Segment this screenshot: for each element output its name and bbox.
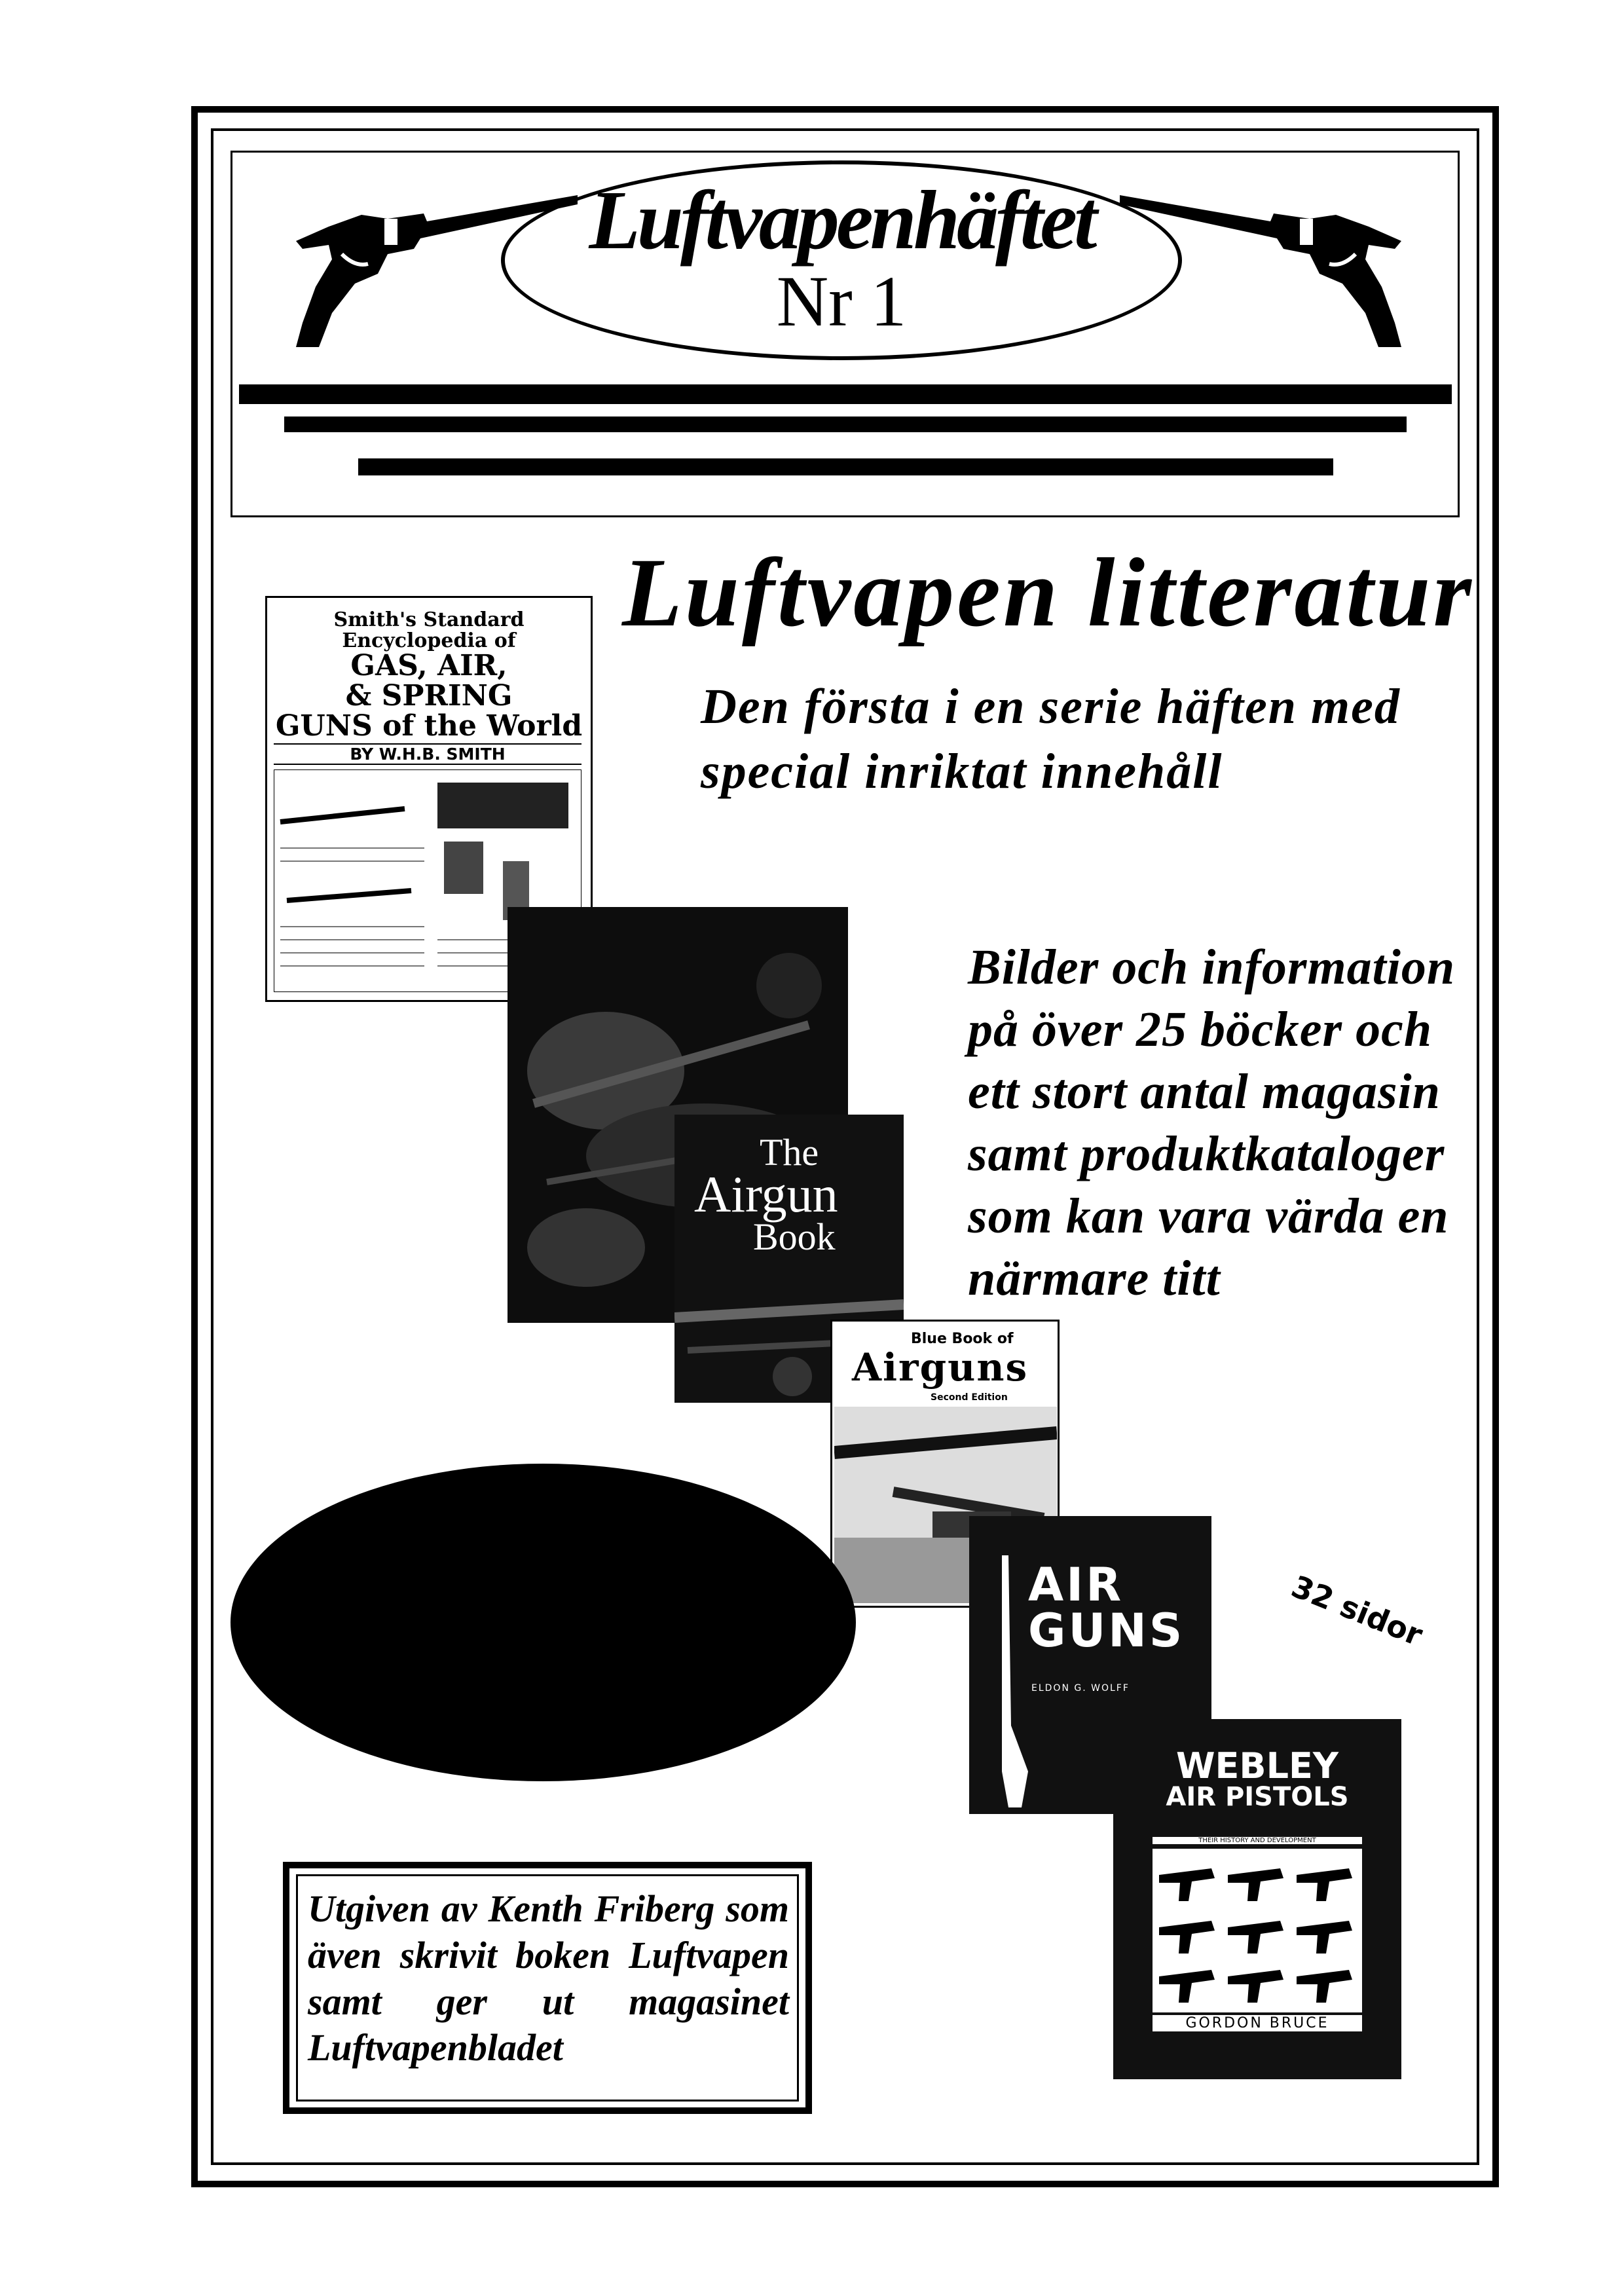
book-cover-kicker: Blue Book of <box>911 1331 1014 1347</box>
issue-number: Nr 1 <box>776 261 907 341</box>
cover-line: Encyclopedia of <box>342 629 516 652</box>
masthead-rule-3 <box>358 458 1333 475</box>
book-cover-edition: Second Edition <box>931 1392 1008 1403</box>
cover-line: Book <box>753 1215 836 1259</box>
book-cover-title <box>1028 1558 1185 1657</box>
publisher-text: Utgiven av Kenth Friberg som även skrivit boken Luftvapen samt ger ut magasinet Luftvapenbladet <box>308 1887 789 2069</box>
pistol-grid-illustration <box>1153 1849 1362 2012</box>
info-text: Bilder och information på över 25 böcker och ett stort antal magasin samt produktkataloger som kan vara värda en närmare titt <box>968 940 1456 1306</box>
black-oval-graphic <box>231 1464 856 1781</box>
book-cover-title <box>694 1131 891 1259</box>
intro-text: Den första i en serie häften med special inriktat innehåll <box>701 679 1401 799</box>
cover-line: Smith's Standard <box>333 608 525 631</box>
cover-line: Airgun <box>694 1166 838 1223</box>
masthead-rule-2 <box>284 417 1407 432</box>
pistol-grid-panel <box>1153 1849 1362 2012</box>
cover-line: AIR <box>1028 1558 1124 1612</box>
rifle-illustration <box>982 1555 1041 1811</box>
book-cover-author: GORDON BRUCE <box>1153 2015 1362 2031</box>
cover-line: AIR PISTOLS <box>1166 1782 1349 1812</box>
page-count-label: 32 sidor <box>1286 1568 1428 1653</box>
main-heading: Luftvapen litteratur <box>622 538 1474 647</box>
cover-line: The <box>760 1131 819 1174</box>
book-cover-title: Airguns <box>852 1345 1029 1390</box>
cover-line: & SPRING <box>345 679 513 713</box>
book-cover-author: ELDON G. WOLFF <box>1031 1683 1130 1694</box>
book-cover-subtitle: THEIR HISTORY AND DEVELOPMENT <box>1153 1837 1362 1844</box>
masthead-rule-1 <box>239 384 1452 404</box>
book-cover-author: BY W.H.B. SMITH <box>274 743 581 765</box>
cover-line: GUNS of the World <box>275 709 583 743</box>
masthead-title: Luftvapenhäftet <box>589 174 1094 267</box>
cover-line: GAS, AIR, <box>350 649 507 682</box>
book-cover-webley <box>1113 1719 1401 2079</box>
cover-line: WEBLEY <box>1175 1745 1338 1787</box>
book-cover-title <box>1153 1745 1362 1812</box>
cover-line: GUNS <box>1028 1604 1185 1657</box>
book-cover-title <box>267 610 591 742</box>
